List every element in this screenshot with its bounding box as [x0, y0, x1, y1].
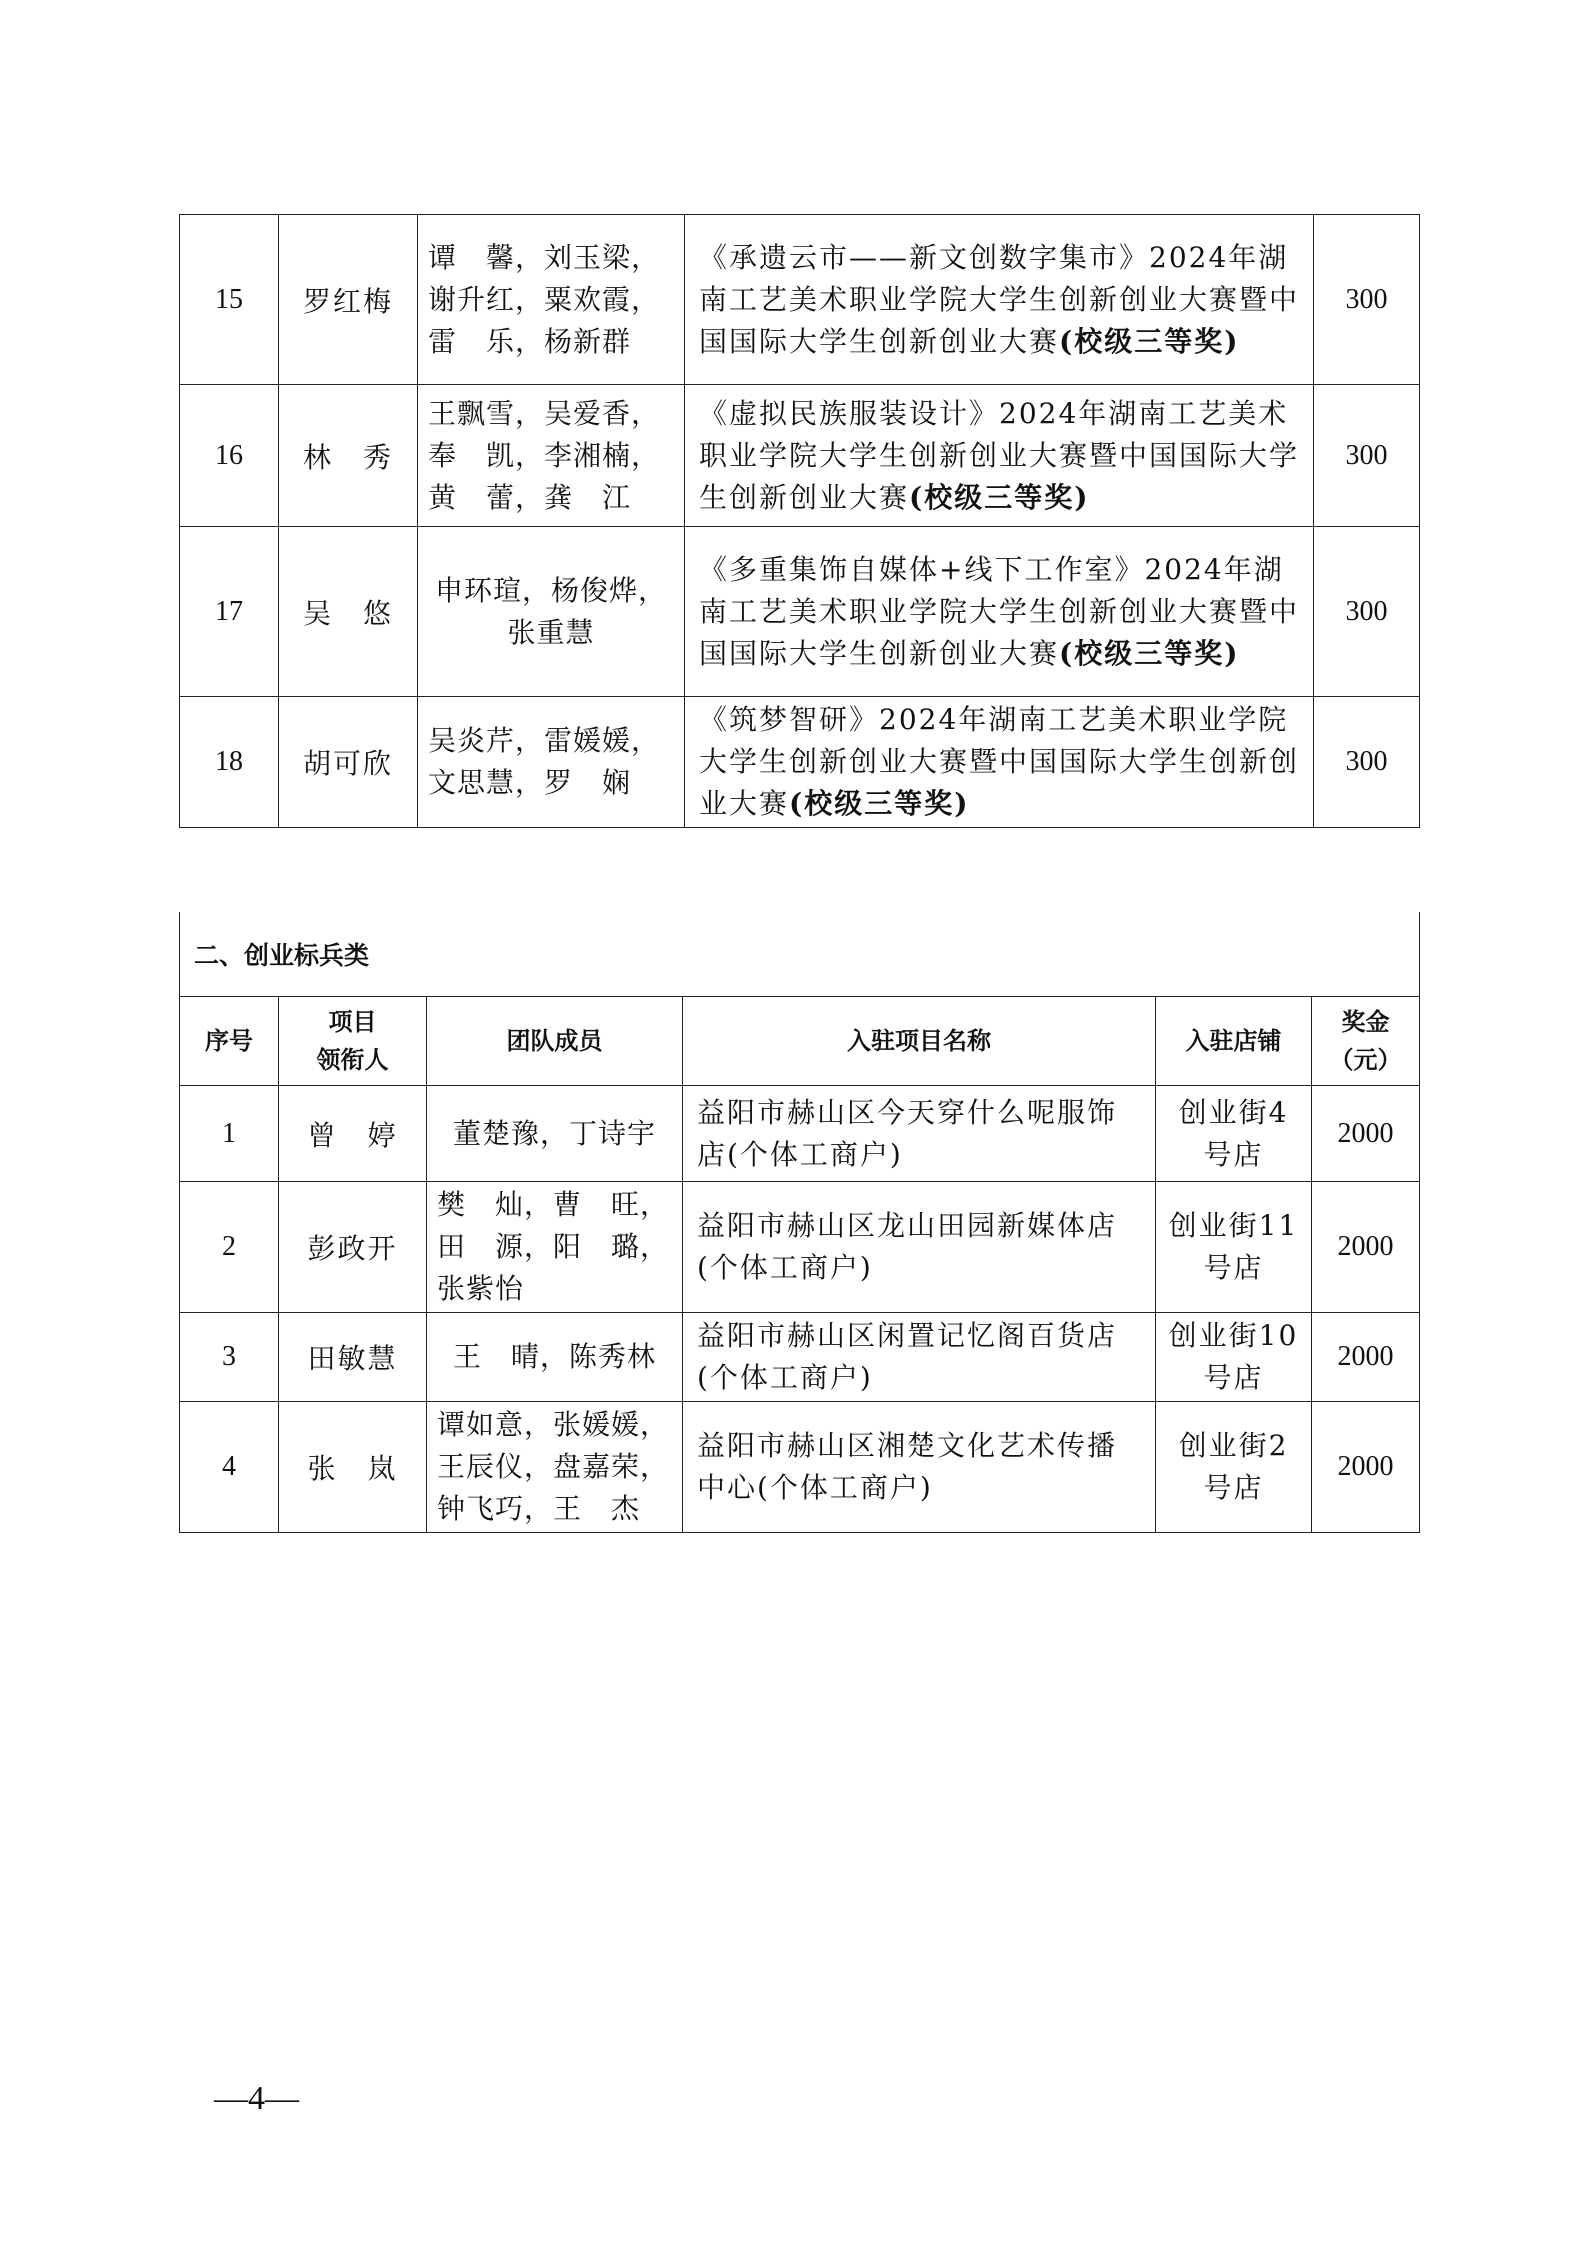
table-row — [180, 1402, 1420, 1533]
project-text: 《虚拟民族服装设计》2024年湖南工艺美术职业学院大学生创新创业大赛暨中国国际大学生创新创业大赛 — [699, 396, 1300, 514]
row-number: 18 — [180, 697, 279, 828]
table-row — [180, 385, 1420, 527]
award-amount: 2000 — [1312, 1182, 1420, 1313]
project-name: 益阳市赫山区今天穿什么呢服饰店(个体工商户) — [683, 1086, 1156, 1182]
award-amount: 300 — [1314, 697, 1420, 828]
award-amount: 2000 — [1312, 1086, 1420, 1182]
project-text: 《筑梦智研》2024年湖南工艺美术职业学院大学生创新创业大赛暨中国国际大学生创新创业大赛 — [699, 703, 1300, 820]
project-leader: 林 秀 — [279, 385, 418, 527]
team-members: 董楚豫，丁诗宇 — [427, 1086, 683, 1182]
project-description — [685, 215, 1314, 385]
project-name: 益阳市赫山区湘楚文化艺术传播中心(个体工商户) — [683, 1402, 1156, 1533]
award-level: (校级三等奖) — [909, 480, 1090, 514]
project-leader: 吴 悠 — [279, 527, 418, 697]
header-members: 团队成员 — [427, 997, 683, 1086]
team-members: 吴炎芹，雷媛媛，文思慧，罗 娴 — [418, 697, 685, 828]
header-leader — [279, 997, 427, 1086]
section-title-row — [180, 912, 1420, 997]
team-members: 王 晴，陈秀林 — [427, 1313, 683, 1402]
header-no: 序号 — [180, 997, 279, 1086]
row-number: 1 — [180, 1086, 279, 1182]
row-number: 15 — [180, 215, 279, 385]
team-members: 谭如意，张媛媛，王辰仪，盘嘉荣，钟飞巧，王 杰 — [427, 1402, 683, 1533]
store-name: 创业街10号店 — [1156, 1313, 1312, 1402]
project-leader: 罗红梅 — [279, 215, 418, 385]
award-level: (校级三等奖) — [1059, 324, 1240, 358]
table-row — [180, 1313, 1420, 1402]
project-leader: 张 岚 — [279, 1402, 427, 1533]
page-number: —4— — [214, 2080, 299, 2117]
section-title: 二、创业标兵类 — [180, 912, 1420, 997]
row-number: 2 — [180, 1182, 279, 1313]
store-name: 创业街4号店 — [1156, 1086, 1312, 1182]
header-store: 入驻店铺 — [1156, 997, 1312, 1086]
project-text: 《承遗云市——新文创数字集市》2024年湖南工艺美术职业学院大学生创新创业大赛暨中国国际大学生创新创业大赛 — [699, 240, 1300, 358]
row-number: 16 — [180, 385, 279, 527]
project-name: 益阳市赫山区龙山田园新媒体店(个体工商户) — [683, 1182, 1156, 1313]
award-amount: 300 — [1314, 385, 1420, 527]
project-description — [685, 527, 1314, 697]
row-number: 17 — [180, 527, 279, 697]
header-amount-line1: 奖金 — [1341, 1008, 1390, 1036]
table-row — [180, 215, 1420, 385]
project-leader: 田敏慧 — [279, 1313, 427, 1402]
team-members: 王飘雪，吴爱香，奉 凯，李湘楠，黄 蕾，龚 江 — [418, 385, 685, 527]
header-amount-line2: （元） — [1329, 1046, 1402, 1074]
project-text: 《多重集饰自媒体+线下工作室》2024年湖南工艺美术职业学院大学生创新创业大赛暨中国国际大学生创新创业大赛 — [699, 552, 1300, 670]
project-description — [685, 385, 1314, 527]
awards-table — [179, 214, 1420, 828]
row-number: 4 — [180, 1402, 279, 1533]
team-members: 申环瑄，杨俊烨，张重慧 — [418, 527, 685, 697]
award-amount: 2000 — [1312, 1402, 1420, 1533]
table-row — [180, 527, 1420, 697]
award-amount: 300 — [1314, 527, 1420, 697]
header-leader-line1: 项目 — [328, 1008, 377, 1036]
store-name: 创业街11号店 — [1156, 1182, 1312, 1313]
project-leader: 彭政开 — [279, 1182, 427, 1313]
table-row — [180, 1182, 1420, 1313]
header-project: 入驻项目名称 — [683, 997, 1156, 1086]
entrepreneur-table — [179, 912, 1420, 1533]
table-row — [180, 697, 1420, 828]
project-description — [685, 697, 1314, 828]
project-leader: 曾 婷 — [279, 1086, 427, 1182]
project-leader: 胡可欣 — [279, 697, 418, 828]
award-level: (校级三等奖) — [1059, 636, 1240, 670]
row-number: 3 — [180, 1313, 279, 1402]
header-leader-line2: 领衔人 — [316, 1046, 389, 1074]
team-members: 樊 灿，曹 旺，田 源，阳 璐，张紫怡 — [427, 1182, 683, 1313]
award-amount: 300 — [1314, 215, 1420, 385]
store-name: 创业街2号店 — [1156, 1402, 1312, 1533]
header-row — [180, 997, 1420, 1086]
header-amount — [1312, 997, 1420, 1086]
award-level: (校级三等奖) — [789, 787, 970, 820]
award-amount: 2000 — [1312, 1313, 1420, 1402]
table-row — [180, 1086, 1420, 1182]
project-name: 益阳市赫山区闲置记忆阁百货店(个体工商户) — [683, 1313, 1156, 1402]
team-members: 谭 馨，刘玉梁，谢升红，粟欢霞，雷 乐，杨新群 — [418, 215, 685, 385]
